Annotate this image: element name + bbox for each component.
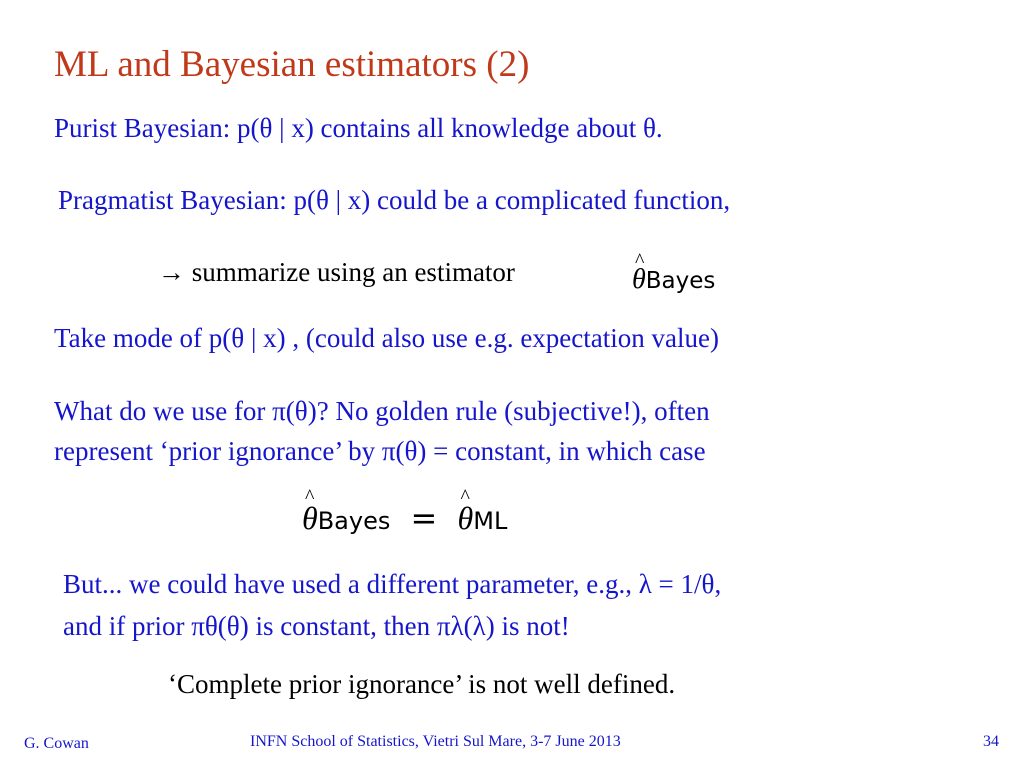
different-parameter-line: But... we could have used a different parameter, e.g., λ = 1/θ, [63,569,722,599]
theta-bayes-estimator [632,262,715,296]
footer-event: INFN School of Statistics, Vietri Sul Mare, 3-7 June 2013 [250,733,621,750]
bayes-subscript: Bayes [645,268,716,294]
summarize-line: → summarize using an estimator [158,257,515,287]
prior-question-line: What do we use for π(θ)? No golden rule (subjective!), often [54,396,710,426]
prior-ignorance-line: represent ‘prior ignorance’ by π(θ) = constant, in which case [54,436,706,466]
purist-bayesian-line: Purist Bayesian: p(θ | x) contains all knowledge about θ. [54,113,663,143]
theta-hat-ml: ^ θ [458,500,474,537]
theta-hat-symbol: ^ θ [632,264,646,296]
slide-title: ML and Bayesian estimators (2) [54,44,530,85]
take-mode-line: Take mode of p(θ | x) , (could also use e.g. expectation value) [54,323,719,353]
footer-page-number: 34 [983,733,999,750]
bayes-subscript-2: Bayes [317,507,391,535]
ml-subscript: ML [473,507,508,535]
theta-hat-bayes: ^ θ [302,500,318,537]
ignorance-not-defined-line: ‘Complete prior ignorance’ is not well defined. [168,669,676,699]
pragmatist-bayesian-line: Pragmatist Bayesian: p(θ | x) could be a complicated function, [58,185,731,215]
bayes-equals-ml-formula [302,499,507,537]
prior-not-constant-line: and if prior πθ(θ) is constant, then πλ(λ) is not! [63,611,570,641]
footer-author: G. Cowan [24,735,89,752]
equals-sign: = [410,499,438,537]
